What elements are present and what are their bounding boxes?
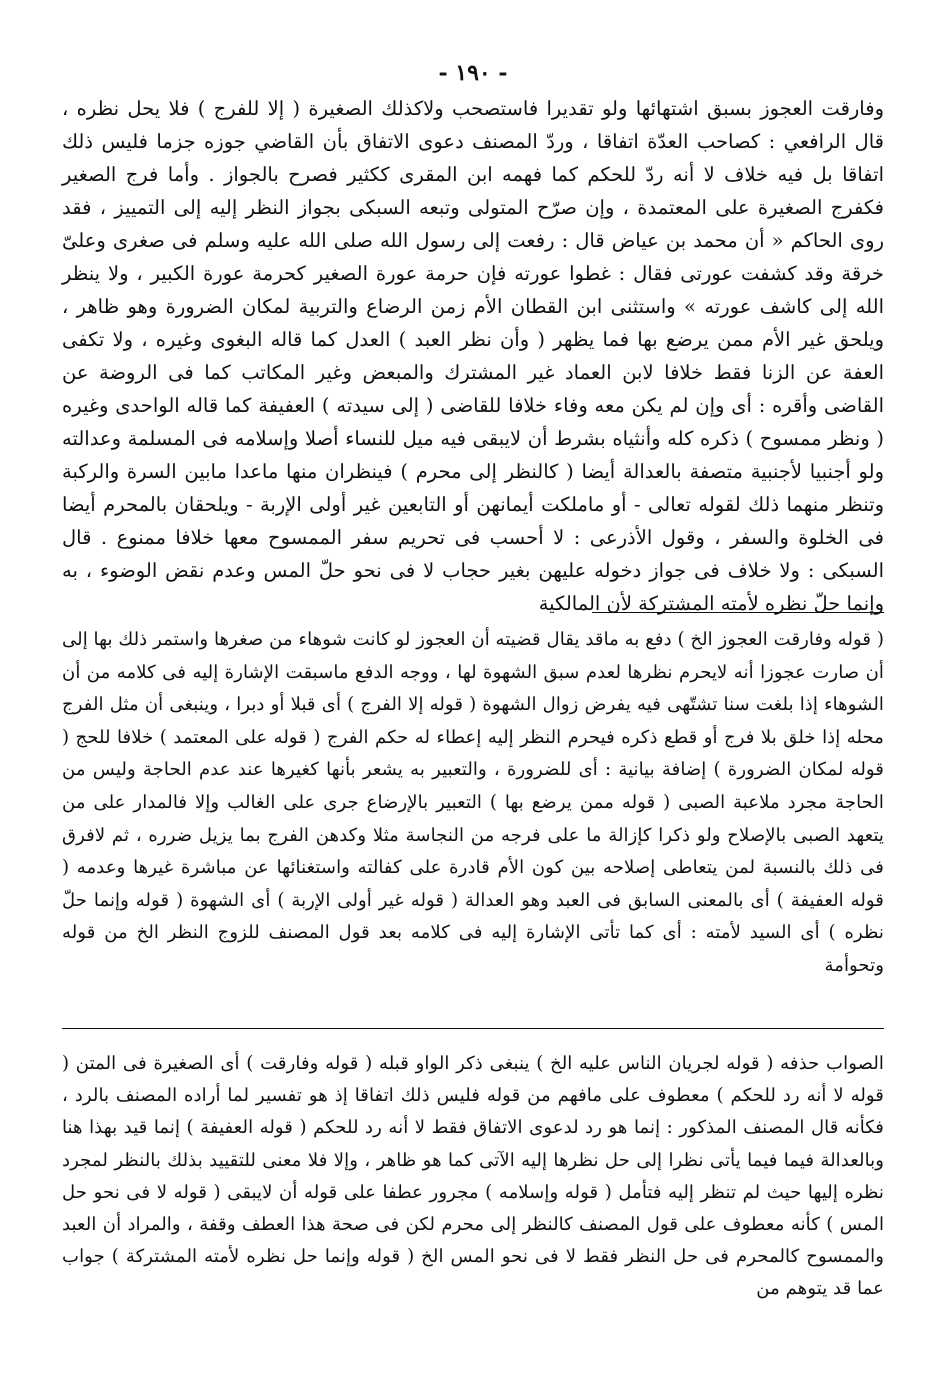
footnote-divider [592,612,884,613]
book-page [62,58,884,1348]
section-divider [62,1028,884,1029]
commentary-block [62,624,884,983]
marginal-notes-text: الصواب حذفه ( قوله لجريان الناس عليه الخ ) ينبغى ذكر الواو قبله ( قوله وفارقت ) أى الصغيرة فى المتن ( قوله لا أنه رد للحكم ) معطوف على مافهم من قوله فليس ذلك اتفاقا إذ هو تفسير لما أراده المصنف بالرد ، فكأنه قال المصنف المذكور : إنما هو رد لدعوى الاتفاق فقط لا أنه رد للحكم ( قوله العفيفة ) إنما قيد بهذا هنا وبالعدالة فيما فيما يأتى نظرا إلى حل نظرها إليه الآتى كما هو ظاهر ، وإلا فلا معنى للتقييد بذلك بالنظر لمجرد نظره إليها حيث لم تنظر إليه فتأمل ( قوله وإسلامه ) مجرور عطفا على قوله أن لايبقى ( قوله لا فى نحو حل المس ) كأنه معطوف على قول المصنف كالنظر إلى محرم لكن فى صحة هذا العطف وقفة ، والمراد أن العبد والممسوح كالمحرم فى حل النظر فقط لا فى نحو المس الخ ( قوله وإنما حل نظره لأمته المشتركة ) جواب عما قد يتوهم من [62,1053,884,1300]
main-text: وفارقت العجوز بسبق اشتهائها ولو تقديرا فاستصحب ولاكذلك الصغيرة ( إلا للفرج ) فلا يحل نظره ، قال الرافعي : كصاحب العدّة اتفاقا ، وردّ المصنف دعوى الاتفاق بأن القاضي جوزه جزما فليس ذلك اتفاقا بل فيه خلاف لا أنه ردّ للحكم كما فهمه ابن المقرى ككثير فصرح بالجواز . وأما فرج الصغير فكفرج الصغيرة على المعتمدة ، وإن صرّح المتولى وتبعه السبكى بجواز النظر إليه إلى التمييز ، فقد روى الحاكم « أن محمد بن عياض قال : رفعت إلى رسول الله صلى الله عليه وسلم فى صغرى وعلىّ خرقة وقد كشفت عورتى فقال : غطوا عورته فإن حرمة عورة الصغير كحرمة عورة الكبير ، ولا ينظر الله إلى كاشف عورته » واستثنى ابن القطان الأم زمن الرضاع والتربية لمكان الضرورة وهو ظاهر ، ويلحق غير الأم ممن يرضع بها فما يظهر ( وأن نظر العبد ) العدل كما قاله البغوى وغيره ، ولا تكفى العفة عن الزنا فقط خلافا لابن العماد غير المشترك والمبعض وغير المكاتب كما فى الروضة عن القاضى وأقره : أى وإن لم يكن معه وفاء خلافا للقاضى ( إلى سيدته ) العفيفة كما قاله الواحدى وغيره ( ونظر ممسوح ) ذكره كله وأنثياه بشرط أن لايبقى فيه ميل للنساء أصلا وإسلامه فى المسلمة وعدالته ولو أجنبيا لأجنبية متصفة بالعدالة أيضا ( كالنظر إلى محرم ) فينظران منها ماعدا مابين السرة والركبة وتنظر منهما ذلك لقوله تعالى - أو ماملكت أيمانهن أو التابعين غير أولى الإربة - ويلحقان بالمحرم أيضا فى الخلوة والسفر ، وقول الأذرعى : لا أحسب فى تحريم سفر الممسوح معها خلافا ممنوع . قال السبكى : ولا خلاف فى جواز دخوله عليهن بغير حجاب لا فى نحو حلّ المس وعدم نقض الوضوء ، به وإنما حلّ نظره لأمته المشتركة لأن المالكية [62,97,884,615]
main-text-block [62,92,884,620]
marginal-notes-block [62,1048,884,1306]
page-number: - ١٩٠ - [438,60,508,86]
commentary-text: ( قوله وفارقت العجوز الخ ) دفع به ماقد يقال قضيته أن العجوز لو كانت شوهاء من صغرها واستمر ذلك بها إلى أن صارت عجوزا أنه لايحرم نظرها لعدم سبق الشهوة لها ، ووجه الدفع ماسبقت الإشارة إليه فى كلامه من أن الشوهاء إذا بلغت سنا تشتّهى فيه يفرض زوال الشهوة ( قوله إلا الفرج ) أى قبلا أو دبرا ، وينبغى أن مثل الفرج محله إذا خلق بلا فرج أو قطع ذكره فيحرم النظر إليه إعطاء له حكم الفرج ( قوله على المعتمد ) خلافا للحج ( قوله لمكان الضرورة ) إضافة بيانية : أى للضرورة ، والتعبير به يشعر بأنها كغيرها عند عدم الحاجة وليس من الحاجة مجرد ملاعبة الصبى ( قوله ممن يرضع بها ) التعبير بالإرضاع جرى على الغالب وإلا فالمدار على من يتعهد الصبى بالإصلاح ولو ذكرا كإزالة ما على فرجه من النجاسة مثلا وكدهن الفرج بما يزيل ضرره ، ثم لافرق فى ذلك بالنسبة لمن يتعاطى إصلاحه بين كون الأم قادرة على كفالته واستغنائها عن مباشرة غيرها وعدمه ( قوله العفيفة ) أى بالمعنى السابق فى العبد وهو العدالة ( قوله غير أولى الإربة ) أى الشهوة ( قوله وإنما حلّ نظره ) أى السيد لأمته : أى كما تأتى الإشارة إليه فى كلامه بعد قول المصنف للزوج النظر الخ من قوله وتحوأمة [62,629,885,976]
